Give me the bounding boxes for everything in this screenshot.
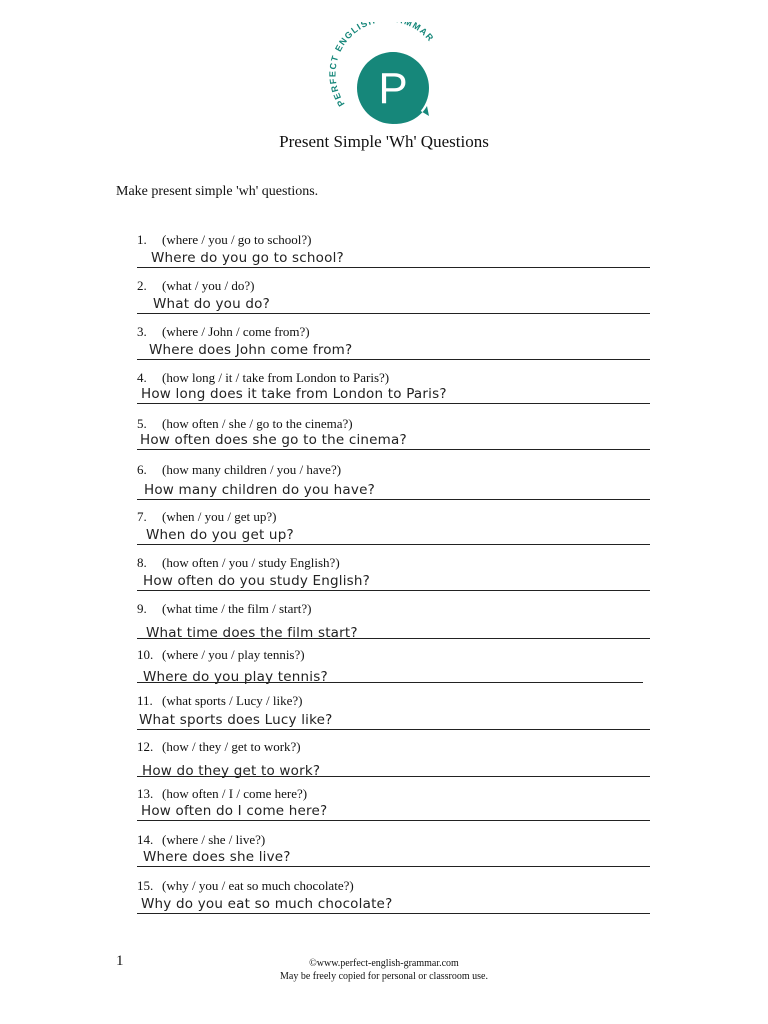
logo-letter: P: [378, 64, 408, 113]
footer-usage-note: May be freely copied for personal or classroom use.: [280, 971, 488, 982]
question-item: [137, 601, 650, 647]
question-item: [137, 878, 650, 924]
answer-line: What time does the film start?: [137, 622, 650, 639]
question-prompt: [137, 232, 311, 248]
question-number: 6.: [137, 462, 147, 477]
question-prompt: [137, 693, 302, 709]
logo-arc-text: PERFECT ENGLIS MMAR: [327, 22, 437, 109]
answer-line: How often do I come here?: [137, 802, 650, 821]
question-number: 3.: [137, 324, 147, 339]
page-footer: [0, 957, 768, 983]
question-number: 14.: [137, 832, 154, 847]
question-cue: (how many children / you / have?): [162, 462, 342, 477]
question-prompt: [137, 647, 305, 663]
page-number: 1: [116, 953, 124, 969]
question-cue: (how long / it / take from London to Paris?): [162, 370, 390, 385]
answer-line: How often does she go to the cinema?: [137, 431, 650, 450]
question-number: 7.: [137, 509, 147, 524]
question-item: [137, 232, 650, 278]
question-cue: (where / you / go to school?): [162, 232, 312, 247]
question-item: [137, 370, 650, 416]
question-cue: (when / you / get up?): [162, 509, 277, 524]
question-item: [137, 324, 650, 370]
question-item: [137, 555, 650, 601]
question-item: [137, 509, 650, 555]
question-prompt: [137, 601, 311, 617]
question-item: [137, 278, 650, 324]
question-cue: (where / you / play tennis?): [162, 647, 305, 662]
question-item: [137, 647, 650, 693]
question-number: 11.: [137, 693, 153, 708]
answer-line: What do you do?: [137, 295, 650, 314]
answer-line: Why do you eat so much chocolate?: [137, 895, 650, 914]
question-number: 2.: [137, 278, 147, 293]
question-prompt: [137, 786, 307, 802]
question-number: 13.: [137, 786, 154, 801]
answer-line: How many children do you have?: [137, 481, 650, 500]
answer-line: What sports does Lucy like?: [137, 711, 650, 730]
question-number: 1.: [137, 232, 147, 247]
question-prompt: [137, 462, 341, 478]
question-number: 8.: [137, 555, 147, 570]
worksheet-title: Present Simple 'Wh' Questions: [279, 132, 489, 151]
question-number: 10.: [137, 647, 154, 662]
question-number: 9.: [137, 601, 147, 616]
question-cue: (where / John / come from?): [162, 324, 310, 339]
question-prompt: [137, 416, 353, 432]
question-cue: (where / she / live?): [162, 832, 266, 847]
answer-line: Where does John come from?: [137, 341, 650, 360]
answer-line: Where do you go to school?: [137, 249, 650, 268]
question-prompt: [137, 739, 301, 755]
question-number: 5.: [137, 416, 147, 431]
perfect-english-grammar-logo: [323, 22, 443, 126]
answer-line: When do you get up?: [137, 526, 650, 545]
answer-line: How do they get to work?: [137, 760, 650, 777]
question-prompt: [137, 370, 389, 386]
question-item: [137, 832, 650, 878]
question-cue: (what / you / do?): [162, 278, 255, 293]
question-prompt: [137, 509, 276, 525]
question-cue: (why / you / eat so much chocolate?): [162, 878, 354, 893]
question-number: 4.: [137, 370, 147, 385]
question-cue: (what sports / Lucy / like?): [162, 693, 303, 708]
question-cue: (what time / the film / start?): [162, 601, 312, 616]
question-prompt: [137, 832, 265, 848]
question-prompt: [137, 878, 354, 894]
answer-line: How often do you study English?: [137, 572, 650, 591]
question-number: 12.: [137, 739, 154, 754]
question-item: [137, 693, 650, 739]
question-item: [137, 739, 650, 785]
worksheet-instructions: Make present simple 'wh' questions.: [116, 184, 319, 199]
question-cue: (how often / you / study English?): [162, 555, 340, 570]
question-cue: (how / they / get to work?): [162, 739, 301, 754]
question-prompt: [137, 324, 310, 340]
question-item: [137, 416, 650, 462]
footer-copyright: ©www.perfect-english-grammar.com: [309, 958, 459, 969]
question-prompt: [137, 278, 254, 294]
question-number: 15.: [137, 878, 154, 893]
answer-line: Where does she live?: [137, 848, 650, 867]
answer-line: Where do you play tennis?: [137, 666, 643, 683]
answer-line: How long does it take from London to Paris?: [137, 385, 650, 404]
question-prompt: [137, 555, 340, 571]
question-item: [137, 786, 650, 832]
logo-graphic: [323, 22, 443, 126]
question-cue: (how often / I / come here?): [162, 786, 308, 801]
question-item: [137, 462, 650, 508]
question-cue: (how often / she / go to the cinema?): [162, 416, 353, 431]
